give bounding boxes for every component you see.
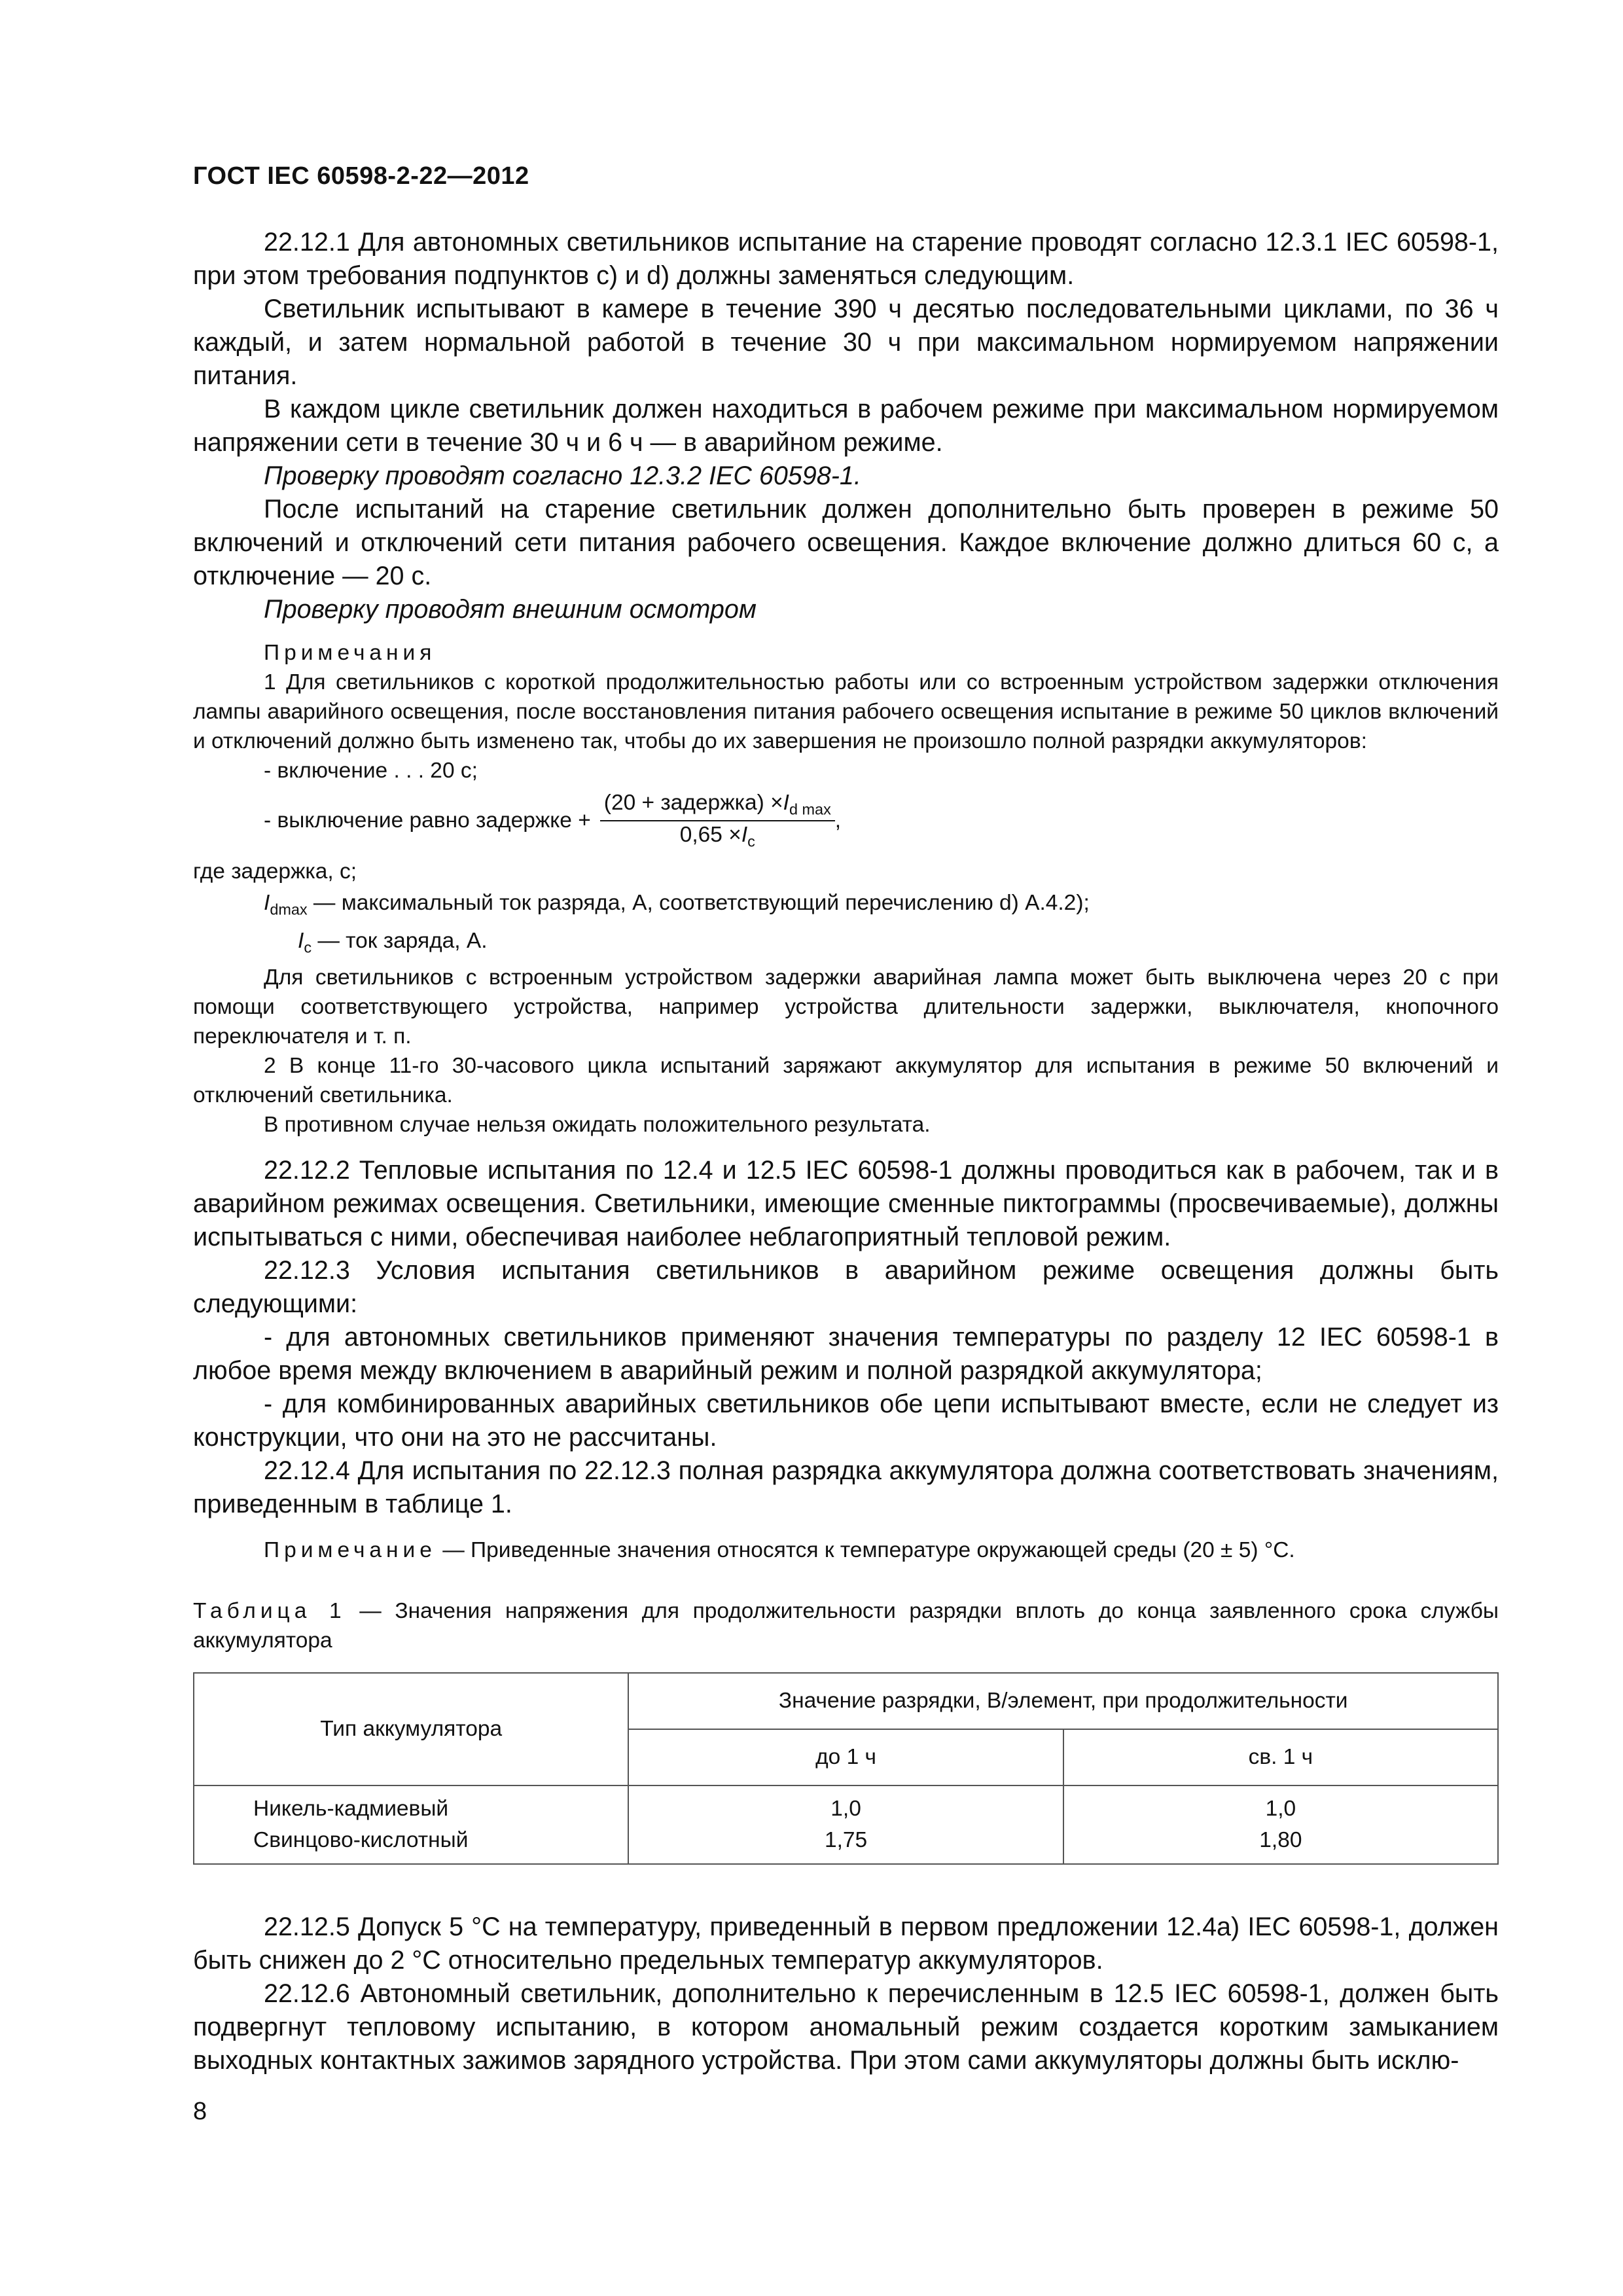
note-2: 2 В конце 11-го 30-часового цикла испытаний заряжают аккумулятор для испытания в режиме 50 включений и отключений светильника. (193, 1054, 1499, 1108)
document-header: ГОСТ IEC 60598-2-22—2012 (193, 162, 529, 190)
header-over-1h: св. 1 ч (1063, 1729, 1498, 1785)
paragraph-check-1: Проверку проводят согласно 12.3.2 IEC 60598-1. (264, 461, 861, 490)
note-1-extra: Для светильников с встроенным устройством задержки аварийная лампа может быть выключена через 20 с при помощи соответствующего устройства, например устройства длительности задержки, выключателя, кнопочного переключателя и т. п. (193, 965, 1499, 1049)
formula-suffix: , (834, 808, 842, 833)
page-number: 8 (193, 2098, 207, 2125)
paragraph-22-12-3: 22.12.3 Условия испытания светильников в аварийном режиме освещения должны быть следующими: (193, 1256, 1499, 1319)
paragraph-22-12-6: 22.12.6 Автономный светильник, дополнительно к перечисленным в 12.5 IEC 60598-1, должен быть подвергнут тепловому испытанию, в котором аномальный режим создается коротким замыканием выходных контактных зажимов зарядного устройства. При этом сами аккумуляторы должны быть исклю- (193, 1979, 1499, 2075)
formula-prefix: - выключение равно задержке + (264, 808, 591, 833)
definition-idmax: $I_{dmax}$ — максимальный ток разряда, А, соответствующий перечислению d) А.4.2); (264, 891, 1090, 918)
note-temperature: Примечание — Приведенные значения относятся к температуре окружающей среды (20 ± 5) °С. (264, 1538, 1295, 1563)
header-battery-type: Тип аккумулятора (194, 1673, 628, 1785)
notes-block (193, 638, 1499, 1139)
formula-numerator: (20 + задержка) $\times I_{d max}$ (600, 791, 835, 821)
note-1: 1 Для светильников с короткой продолжительностью работы или со встроенным устройством задержки отключения лампы аварийного освещения, после восстановления питания рабочего освещения испытание в режиме 50 циклов включений и отключений должно быть изменено так, чтобы до их завершения не произошло полной разрядки аккумуляторов: (193, 670, 1499, 753)
paragraph-22-12-2: 22.12.2 Тепловые испытания по 12.4 и 12.5 IEC 60598-1 должны проводиться как в рабочем, так и в аварийном режимах освещения. Светильники, имеющие сменные пиктограммы (просвечиваемые), должны испытываться с ними, обеспечивая наиболее неблагоприятный тепловой режим. (193, 1156, 1499, 1252)
table-1 (193, 1672, 1499, 1865)
paragraph-cycle-mode: В каждом цикле светильник должен находиться в рабочем режиме при максимальном нормируемом напряжении сети в течение 30 ч и 6 ч — в аварийном режиме. (193, 395, 1499, 457)
cell-value: 1,75 (628, 1825, 1063, 1864)
paragraph-22-12-4: 22.12.4 Для испытания по 22.12.3 полная разрядка аккумулятора должна соответствовать значениям, приведенным в таблице 1. (193, 1456, 1499, 1519)
cell-type: Свинцово-кислотный (194, 1825, 628, 1864)
paragraph-combined: - для комбинированных аварийных светильников обе цепи испытывают вместе, если не следует из конструкции, что они на это не рассчитаны. (193, 1390, 1499, 1452)
formula-line (193, 785, 1499, 856)
header-discharge-value: Значение разрядки, В/элемент, при продолжительности (628, 1673, 1498, 1729)
paragraph-after-aging: После испытаний на старение светильник должен дополнительно быть проверен в режиме 50 включений и отключений сети питания рабочего освещения. Каждое включение должно длиться 60 с, а отключение — 20 с. (193, 495, 1499, 590)
cell-value: 1,80 (1063, 1825, 1498, 1864)
cell-value: 1,0 (628, 1785, 1063, 1825)
paragraph-22-12-1: 22.12.1 Для автономных светильников испытание на старение проводят согласно 12.3.1 IEC 60598-1, при этом требования подпунктов c) и d) должны заменяться следующим. (193, 228, 1499, 290)
paragraph-22-12-5: 22.12.5 Допуск 5 °С на температуру, приведенный в первом предложении 12.4а) IEC 60598-1, должен быть снижен до 2 °С относительно предельных температур аккумуляторов. (193, 1912, 1499, 1975)
table-row (194, 1825, 1498, 1864)
header-up-to-1h: до 1 ч (628, 1729, 1063, 1785)
note-2-extra: В противном случае нельзя ожидать положительного результата. (264, 1113, 931, 1138)
where-line: где задержка, с; (193, 859, 357, 884)
definition-ic: $I_c$ — ток заряда, А. (298, 928, 488, 956)
formula-fraction (600, 791, 835, 850)
table-row (194, 1785, 1498, 1825)
cell-type: Никель-кадмиевый (194, 1785, 628, 1825)
formula-denominator: $0,65 \times I_c$ (679, 823, 755, 850)
table-caption: Таблица 1 — Значения напряжения для продолжительности разрядки вплоть до конца заявленного срока службы аккумулятора (193, 1599, 1499, 1653)
notes-heading: Примечания (264, 641, 437, 665)
page-body (193, 226, 1499, 2077)
paragraph-aging-chamber: Светильник испытывают в камере в течение 390 ч десятью последовательными циклами, по 36 ч каждый, и затем нормальной работой в течение 30 ч при максимальном нормируемом напряжении питания. (193, 295, 1499, 390)
cell-value: 1,0 (1063, 1785, 1498, 1825)
paragraph-autonomous: - для автономных светильников применяют значения температуры по разделу 12 IEC 60598-1 в любое время между включением в аварийный режим и полной разрядкой аккумулятора; (193, 1323, 1499, 1386)
note-item-on: - включение . . . 20 с; (264, 759, 478, 783)
paragraph-check-2: Проверку проводят внешним осмотром (264, 595, 757, 624)
